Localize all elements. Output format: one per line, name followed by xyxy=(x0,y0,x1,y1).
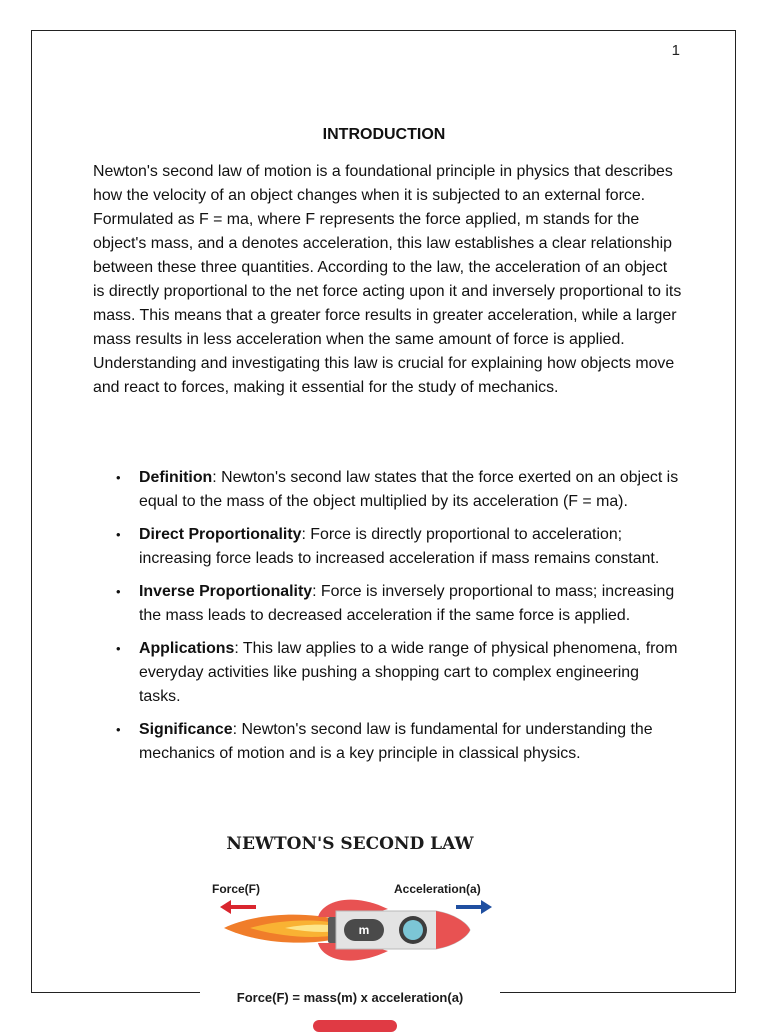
section-heading: INTRODUCTION xyxy=(322,126,446,143)
bullet-text: : Force is inversely proportional to mass; increasing the mass leads to decreased acceleration if the same force is applied. xyxy=(139,583,675,624)
list-item-inverse-proportionality xyxy=(139,580,684,628)
intro-paragraph: Newton's second law of motion is a foundational principle in physics that describes how the velocity of an object changes when it is subjected to an external force. Formulated as F = ma, where F represents the force applied, m stands for the object's mass, and a denotes acceleration, this law establishes a clear relationship between these three quantities. According to the law, the acceleration of an object is directly proportional to the net force acting upon it and inversely proportional to its mass. This means that a greater force results in greater acceleration, while a larger mass results in less acceleration when the same amount of force is applied. Understanding and investigating this law is crucial for explaining how objects move and react to forces, making it essential for the study of mechanics. xyxy=(93,163,682,396)
bullet-term: Direct Proportionality xyxy=(139,526,302,543)
rocket-diagram xyxy=(200,897,500,987)
figure-red-tab xyxy=(313,1020,397,1032)
bullet-text: : This law applies to a wide range of physical phenomena, from everyday activities like pushing a shopping cart to complex engineering tasks. xyxy=(139,640,678,705)
page-number: 1 xyxy=(671,42,680,59)
bullet-term: Inverse Proportionality xyxy=(139,583,313,600)
bullet-text: : Newton's second law is fundamental for understanding the mechanics of motion and is a key principle in classical physics. xyxy=(139,721,653,762)
acceleration-label: Acceleration(a) xyxy=(394,882,481,896)
force-label: Force(F) xyxy=(212,882,260,896)
flame-icon xyxy=(224,915,336,943)
mass-label: m xyxy=(358,923,370,937)
key-points-list xyxy=(139,466,684,775)
bullet-text: : Newton's second law states that the force exerted on an object is equal to the mass of the object multiplied by its acceleration (F = ma). xyxy=(139,469,679,510)
list-item-direct-proportionality xyxy=(139,523,684,571)
list-item-definition xyxy=(139,466,684,514)
bullet-text: : Force is directly proportional to acceleration; increasing force leads to increased acceleration if mass remains constant. xyxy=(139,526,660,567)
acceleration-arrow-icon xyxy=(456,900,492,914)
list-item-applications xyxy=(139,637,684,709)
figure-title: NEWTON'S SECOND LAW xyxy=(226,834,474,854)
bullet-term: Significance xyxy=(139,721,233,738)
bullet-term: Definition xyxy=(139,469,213,486)
bullet-term: Applications xyxy=(139,640,235,657)
formula-caption: Force(F) = mass(m) x acceleration(a) xyxy=(200,990,500,1005)
list-item-significance xyxy=(139,718,684,766)
newtons-law-illustration xyxy=(200,822,500,1024)
force-arrow-icon xyxy=(220,900,256,914)
